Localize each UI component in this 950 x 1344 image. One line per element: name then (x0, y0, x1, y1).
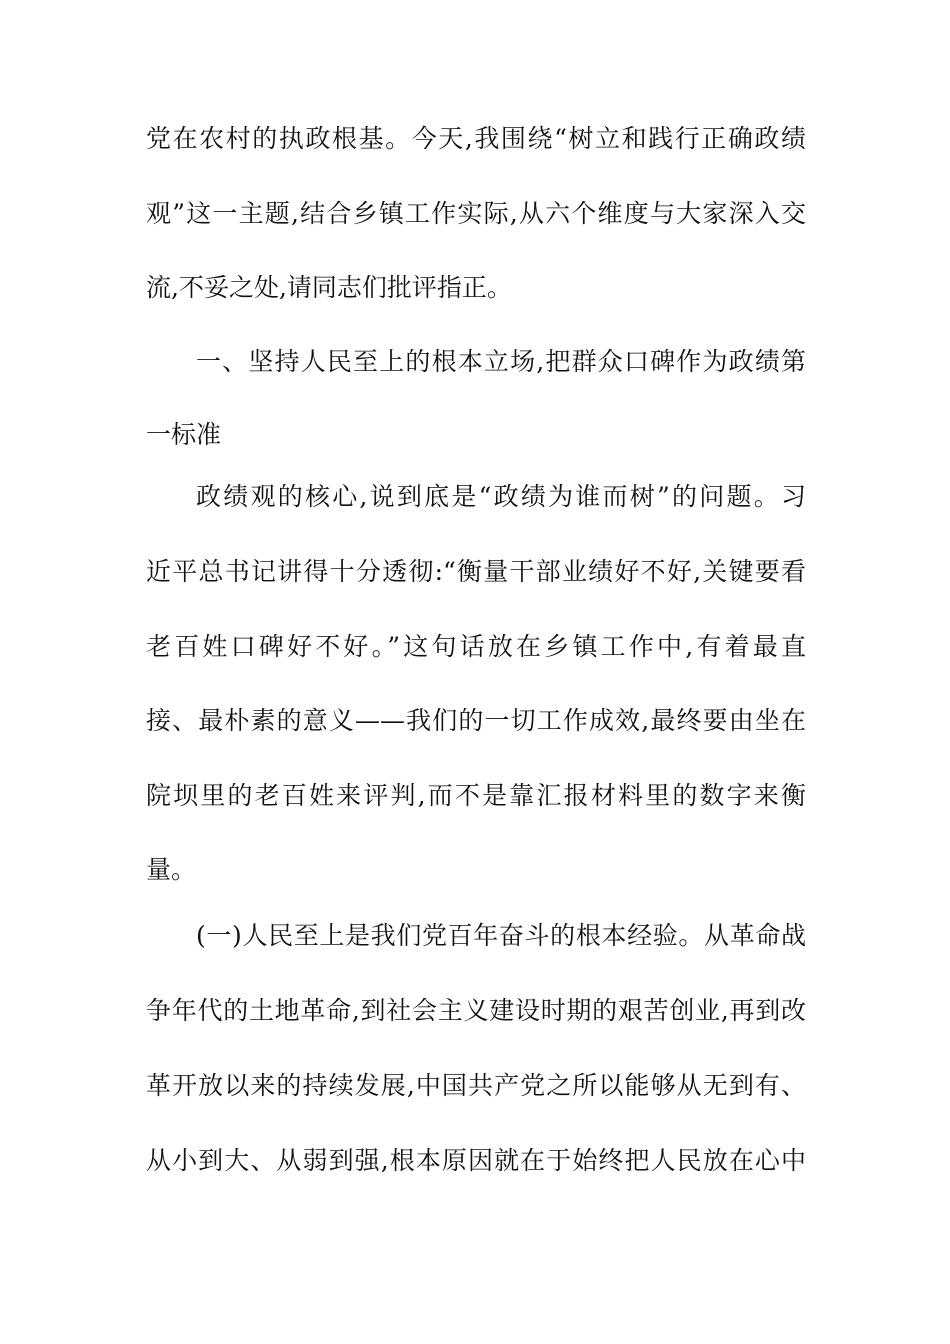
text-line: 争年代的土地革命,到社会主义建设时期的艰苦创业,再到改 (146, 996, 806, 1025)
text-line: 革开放以来的持续发展,中国共产党之所以能够从无到有、 (146, 1071, 806, 1100)
text-line: 流,不妥之处,请同志们批评指正。 (146, 273, 512, 302)
text-line: 老百姓口碑好不好。”这句话放在乡镇工作中,有着最直 (146, 632, 806, 661)
text-line: (一)人民至上是我们党百年奋斗的根本经验。从革命战 (196, 921, 806, 950)
text-line: 接、最朴素的意义——我们的一切工作成效,最终要由坐在 (146, 706, 806, 735)
text-line: 院坝里的老百姓来评判,而不是靠汇报材料里的数字来衡 (146, 781, 806, 810)
text-line: 量。 (146, 855, 197, 884)
text-line: 党在农村的执政根基。今天,我围绕“树立和践行正确政绩 (146, 124, 806, 153)
text-line: 政绩观的核心,说到底是“政绩为谁而树”的问题。习 (196, 482, 806, 511)
section-heading-line: 一标准 (146, 420, 222, 449)
text-line: 观”这一主题,结合乡镇工作实际,从六个维度与大家深入交 (146, 199, 806, 228)
section-heading-line: 一、坚持人民至上的根本立场,把群众口碑作为政绩第 (196, 347, 806, 376)
text-line: 从小到大、从弱到强,根本原因就在于始终把人民放在心中 (146, 1146, 806, 1175)
text-line: 近平总书记讲得十分透彻:“衡量干部业绩好不好,关键要看 (146, 557, 806, 586)
